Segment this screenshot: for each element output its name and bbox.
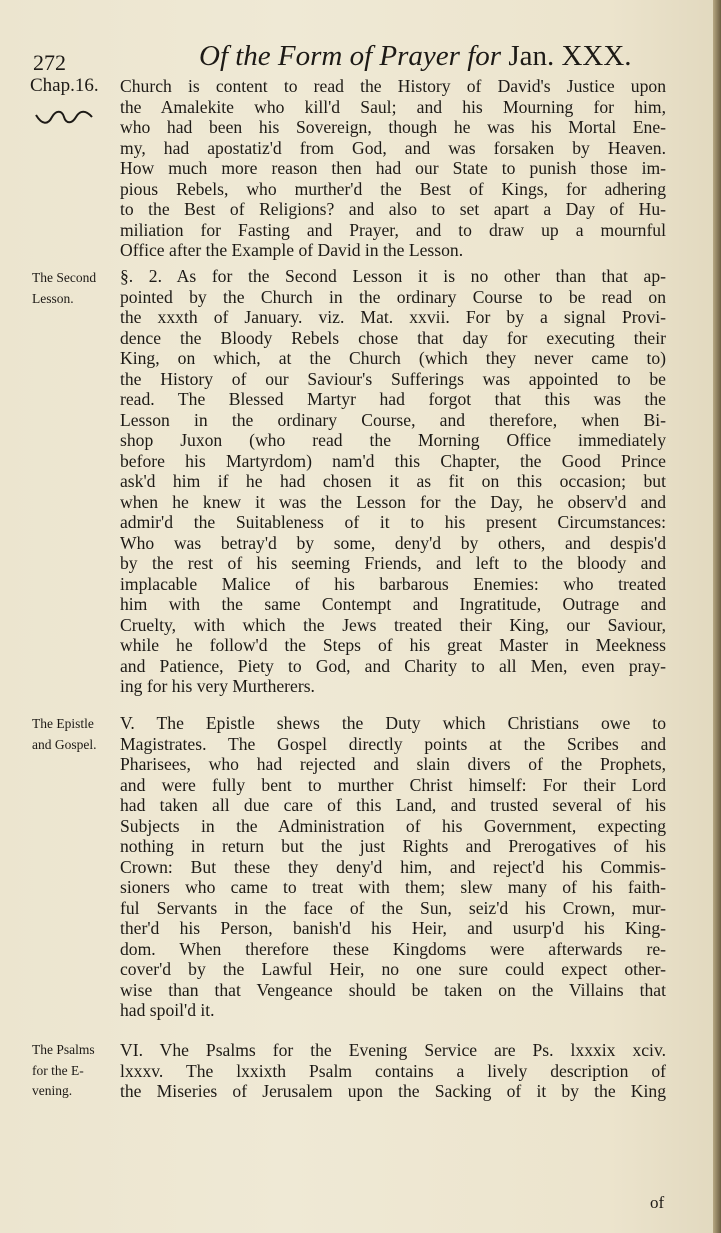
text-line: §. 2. As for the Second Lesson it is no other than that ap- bbox=[120, 266, 666, 286]
text-line: had spoil'd it. bbox=[120, 1000, 215, 1020]
text-line: ing for his very Murtherers. bbox=[120, 676, 315, 696]
text-line: my, had apostatiz'd from God, and was forsaken by Heaven. bbox=[120, 137, 666, 158]
paragraph-3-epistle-gospel bbox=[120, 713, 666, 1021]
text-line: the xxxth of January. viz. Mat. xxvii. For by a signal Provi- bbox=[120, 307, 666, 327]
margin-line: The Psalms bbox=[32, 1042, 95, 1057]
text-line: dom. When therefore these Kingdoms were afterwards re- bbox=[120, 938, 666, 959]
text-line: miliation for Fasting and Prayer, and to draw up a mournful bbox=[120, 219, 666, 240]
flourish-ornament bbox=[34, 107, 94, 127]
text-line: by the rest of his seeming Friends, and left to the bloody and bbox=[120, 553, 666, 573]
text-line: while he follow'd the Steps of his great Master in Meekness bbox=[120, 635, 666, 655]
text-line: Crown: But these they deny'd him, and reject'd his Commis- bbox=[120, 856, 666, 877]
text-line: the Amalekite who kill'd Saul; and his Mourning for him, bbox=[120, 96, 666, 117]
text-line: Subjects in the Administration of his Government, expecting bbox=[120, 815, 666, 836]
page-header bbox=[33, 40, 673, 76]
margin-line: Lesson. bbox=[32, 290, 74, 306]
text-line: read. The Blessed Martyr had forgot that this was the bbox=[120, 389, 666, 409]
text-line: nothing in return but the just Rights and Prerogatives of his bbox=[120, 836, 666, 856]
text-line: ask'd him if he had chosen it as fit on this occasion; but bbox=[120, 471, 666, 491]
margin-note-chapter: Chap.16. bbox=[30, 75, 99, 96]
text-line: the History of our Saviour's Sufferings was appointed to be bbox=[120, 368, 666, 389]
text-line: Pharisees, who had rejected and slain divers of the Prophets, bbox=[120, 754, 666, 774]
paragraph-1 bbox=[120, 76, 666, 261]
margin-line: and Gospel. bbox=[32, 736, 97, 752]
text-line: pointed by the Church in the ordinary Course to be read on bbox=[120, 286, 666, 307]
text-line: wise than that Vengeance should be taken on the Villains that bbox=[120, 979, 666, 1000]
page-edge-shadow bbox=[713, 0, 721, 1233]
text-line: King, on which, at the Church (which they never came to) bbox=[120, 348, 666, 368]
text-line: ther'd his Person, banish'd his Heir, and usurp'd his King- bbox=[120, 918, 666, 938]
text-line: who had been his Sovereign, though he was his Mortal Ene- bbox=[120, 117, 666, 137]
paragraph-4-psalms bbox=[120, 1040, 666, 1102]
text-line: dence the Bloody Rebels chose that day for executing their bbox=[120, 327, 666, 348]
text-line: sioners who came to treat with them; slew many of his faith- bbox=[120, 877, 666, 897]
margin-line: The Epistle bbox=[32, 716, 94, 731]
text-line: Church is content to read the History of David's Justice upon bbox=[120, 76, 666, 96]
running-title bbox=[199, 40, 632, 73]
text-line: Who was betray'd by some, deny'd by others, and despis'd bbox=[120, 532, 666, 553]
text-line: admir'd the Suitableness of it to his present Circumstances: bbox=[120, 512, 666, 532]
text-line: when he knew it was the Lesson for the Day, he observ'd and bbox=[120, 491, 666, 512]
running-title-text: Of the Form of Prayer for bbox=[199, 40, 502, 72]
margin-line: The Second bbox=[32, 270, 97, 285]
text-line: and were fully bent to murther Christ himself: For their Lord bbox=[120, 774, 666, 795]
catchword: of bbox=[650, 1193, 665, 1212]
margin-line: for the E- bbox=[32, 1062, 84, 1078]
text-line: to the Best of Religions? and also to set apart a Day of Hu- bbox=[120, 199, 666, 219]
text-line: Cruelty, with which the Jews treated their King, our Saviour, bbox=[120, 614, 666, 635]
text-line: lxxxv. The lxxixth Psalm contains a lively description of bbox=[120, 1060, 666, 1081]
margin-note-second-lesson bbox=[32, 268, 124, 309]
text-line: How much more reason then had our State to punish those im- bbox=[120, 158, 666, 178]
text-line: Magistrates. The Gospel directly points at the Scribes and bbox=[120, 733, 666, 754]
text-line: VI. Vhe Psalms for the Evening Service are Ps. lxxxix xciv. bbox=[120, 1040, 666, 1060]
margin-line: vening. bbox=[32, 1083, 73, 1098]
text-line: pious Rebels, who murther'd the Best of Kings, for adhering bbox=[120, 178, 666, 199]
text-line: had taken all due care of this Land, and trusted several of his bbox=[120, 795, 666, 815]
paragraph-2-second-lesson bbox=[120, 266, 666, 697]
text-line: him with the same Contempt and Ingratitude, Outrage and bbox=[120, 594, 666, 614]
running-title-month: Jan. XXX. bbox=[508, 40, 632, 72]
text-line: Lesson in the ordinary Course, and therefore, when Bi- bbox=[120, 409, 666, 430]
text-line: Office after the Example of David in the Lesson. bbox=[120, 240, 464, 260]
margin-note-epistle-gospel bbox=[32, 714, 124, 755]
text-line: implacable Malice of his barbarous Enemies: who treated bbox=[120, 573, 666, 594]
text-line: ful Servants in the face of the Sun, seiz'd his Crown, mur- bbox=[120, 897, 666, 918]
text-line: the Miseries of Jerusalem upon the Sacking of it by the King bbox=[120, 1081, 666, 1101]
text-line: cover'd by the Lawful Heir, no one sure could expect other- bbox=[120, 959, 666, 979]
margin-note-psalms-evening bbox=[32, 1040, 124, 1102]
page-number: 272 bbox=[33, 50, 66, 75]
text-line: and Patience, Piety to God, and Charity to all Men, even pray- bbox=[120, 655, 666, 676]
text-line: shop Juxon (who read the Morning Office immediately bbox=[120, 430, 666, 450]
text-line: V. The Epistle shews the Duty which Christians owe to bbox=[120, 713, 666, 733]
text-line: before his Martyrdom) nam'd this Chapter, the Good Prince bbox=[120, 450, 666, 471]
